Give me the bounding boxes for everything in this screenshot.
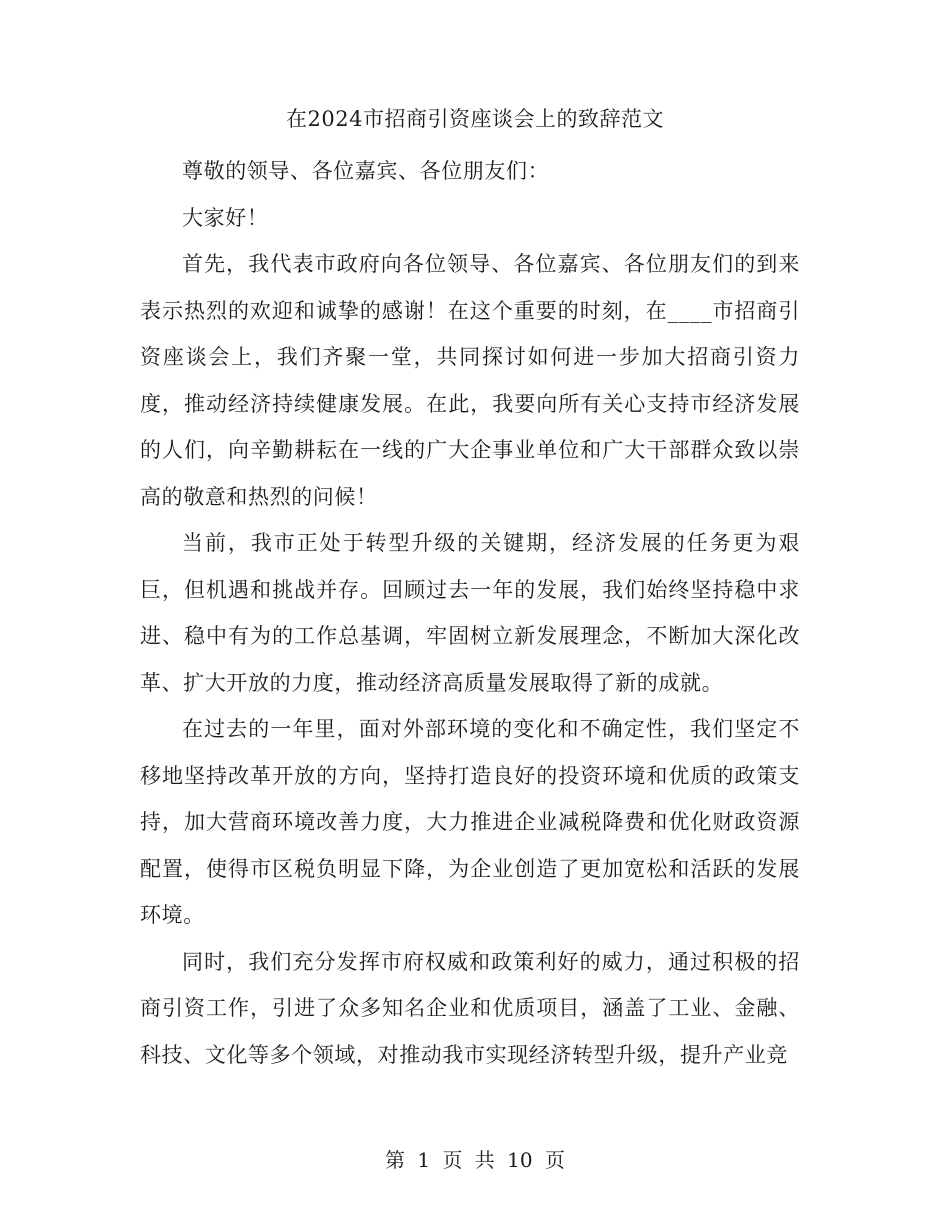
body-paragraph: 在过去的一年里，面对外部环境的变化和不确定性，我们坚定不移地坚持改革开放的方向，坚持打造良好的投资环境和优质的政策支持，加大营商环境改善力度，大力推进企业减税降费和优化财政资源配置，使得市区税负明显下降，为企业创造了更加宽松和活跃的发展环境。 bbox=[140, 717, 800, 927]
salutation-paragraph: 尊敬的领导、各位嘉宾、各位朋友们： bbox=[182, 159, 550, 183]
document-body bbox=[140, 148, 800, 1078]
greeting-paragraph: 大家好！ bbox=[182, 205, 269, 230]
body-paragraph: 当前，我市正处于转型升级的关键期，经济发展的任务更为艰巨，但机遇和挑战并存。回顾过去一年的发展，我们始终坚持稳中求进、稳中有为的工作总基调，牢固树立新发展理念，不断加大深化改革、扩大开放的力度，推动经济高质量发展取得了新的成就。 bbox=[140, 531, 800, 695]
body-paragraph: 首先，我代表市政府向各位领导、各位嘉宾、各位朋友们的到来表示热烈的欢迎和诚挚的感谢！在这个重要的时刻，在____市招商引资座谈会上，我们齐聚一堂，共同探讨如何进一步加大招商引资力度，推动经济持续健康发展。在此，我要向所有关心支持市经济发展的人们，向辛勤耕耘在一线的广大企事业单位和广大干部群众致以崇高的敬意和热烈的问候！ bbox=[140, 252, 800, 509]
page-number-footer: 第 1 页 共 10 页 bbox=[385, 1148, 565, 1172]
document-title: 在2024市招商引资座谈会上的致辞范文 bbox=[286, 107, 664, 131]
body-paragraph: 同时，我们充分发挥市府权威和政策利好的威力，通过积极的招商引资工作，引进了众多知名企业和优质项目，涵盖了工业、金融、科技、文化等多个领域，对推动我市实现经济转型升级，提升产业竞 bbox=[140, 949, 800, 1067]
